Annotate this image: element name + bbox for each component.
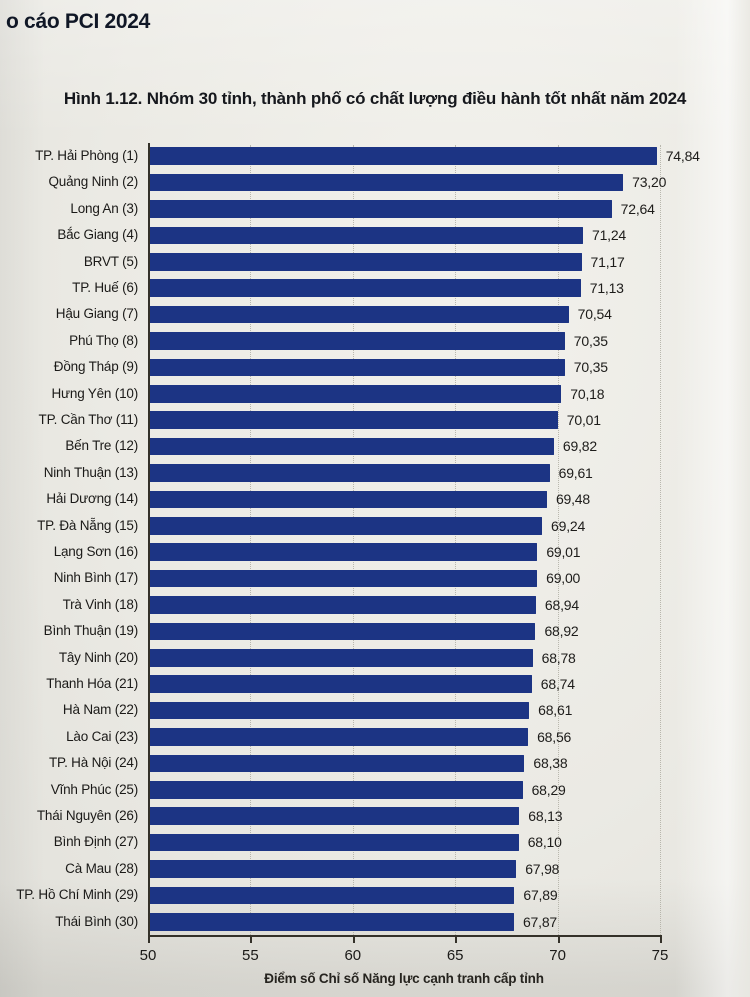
value-label: 70,18 xyxy=(570,385,605,402)
value-label: 67,87 xyxy=(522,913,558,930)
value-label: 68,61 xyxy=(538,702,573,719)
value-label: 68,13 xyxy=(528,808,563,824)
category-label: Bắc Giang (4) xyxy=(57,227,138,243)
category-label: Thái Bình (30) xyxy=(55,913,138,929)
x-tick-75 xyxy=(660,935,662,943)
category-label: TP. Hà Nội (24) xyxy=(48,755,138,771)
chart-row xyxy=(0,354,750,380)
value-label: 70,54 xyxy=(577,306,612,323)
chart-row xyxy=(0,275,750,301)
x-axis-label: Điểm số Chỉ số Năng lực cạnh tranh cấp tỉnh xyxy=(264,971,544,986)
value-label: 69,24 xyxy=(551,517,586,534)
value-label: 71,24 xyxy=(591,227,627,244)
x-tick-60 xyxy=(353,935,355,943)
score-bar xyxy=(148,781,523,799)
score-bar xyxy=(148,543,537,561)
category-label: Thái Nguyên (26) xyxy=(36,808,138,823)
x-tick-label-60: 60 xyxy=(344,947,362,964)
value-label: 67,98 xyxy=(525,860,560,877)
chart-row xyxy=(0,909,750,935)
category-label: Lạng Sơn (16) xyxy=(53,544,138,559)
chart-row xyxy=(0,803,750,829)
category-label: Quảng Ninh (2) xyxy=(48,174,138,190)
score-bar xyxy=(148,411,558,429)
score-bar xyxy=(148,491,547,509)
score-bar xyxy=(148,438,554,456)
score-bar xyxy=(148,649,533,667)
category-label: Hậu Giang (7) xyxy=(55,306,138,322)
category-label: Hà Nam (22) xyxy=(62,702,138,718)
chart-row xyxy=(0,169,750,195)
score-bar xyxy=(148,570,537,588)
score-bar xyxy=(148,279,581,297)
chart-row xyxy=(0,196,750,222)
category-label: TP. Hồ Chí Minh (29) xyxy=(16,887,138,903)
value-label: 71,17 xyxy=(590,253,625,270)
category-label: TP. Huế (6) xyxy=(72,280,138,295)
score-bar xyxy=(148,200,612,218)
category-label: Lào Cai (23) xyxy=(66,728,138,744)
score-bar xyxy=(148,860,516,878)
x-axis-line xyxy=(148,935,662,937)
value-label: 72,64 xyxy=(620,200,655,217)
score-bar xyxy=(148,147,657,165)
category-label: Hải Dương (14) xyxy=(46,491,138,507)
y-axis-line xyxy=(148,143,150,935)
score-bar xyxy=(148,887,514,905)
category-label: Cà Mau (28) xyxy=(65,860,138,876)
x-tick-label-50: 50 xyxy=(139,947,157,964)
score-bar xyxy=(148,517,542,535)
value-label: 68,92 xyxy=(544,623,579,640)
value-label: 68,94 xyxy=(544,596,579,613)
chart-row xyxy=(0,856,750,882)
x-tick-50 xyxy=(148,935,150,943)
value-label: 70,35 xyxy=(573,332,608,349)
score-bar xyxy=(148,807,519,825)
chart-row xyxy=(0,328,750,354)
chart-row xyxy=(0,724,750,750)
score-bar xyxy=(148,306,569,324)
score-bar xyxy=(148,359,565,377)
value-label: 69,48 xyxy=(555,491,590,508)
chart-row xyxy=(0,882,750,908)
value-label: 69,00 xyxy=(546,570,581,587)
value-label: 70,35 xyxy=(573,359,608,376)
x-tick-70 xyxy=(558,935,560,943)
category-label: Thanh Hóa (21) xyxy=(46,676,138,691)
value-label: 70,01 xyxy=(566,412,601,428)
pci-bar-chart xyxy=(0,143,750,993)
score-bar xyxy=(148,834,519,852)
chart-row xyxy=(0,222,750,248)
category-label: Ninh Bình (17) xyxy=(53,570,138,586)
value-label: 68,78 xyxy=(541,649,576,666)
value-label: 68,38 xyxy=(533,755,568,772)
chart-row xyxy=(0,750,750,776)
value-label: 74,84 xyxy=(665,148,700,164)
score-bar xyxy=(148,385,561,403)
value-label: 68,56 xyxy=(537,728,572,745)
category-label: Bình Thuận (19) xyxy=(43,623,138,639)
value-label: 68,74 xyxy=(540,676,575,692)
category-label: Long An (3) xyxy=(70,200,138,216)
category-label: Ninh Thuận (13) xyxy=(43,464,138,480)
chart-row xyxy=(0,249,750,275)
chart-row xyxy=(0,697,750,723)
x-tick-label-65: 65 xyxy=(446,947,464,964)
chart-row xyxy=(0,143,750,169)
chart-row xyxy=(0,777,750,803)
chart-row xyxy=(0,460,750,486)
chart-row xyxy=(0,513,750,539)
chart-row xyxy=(0,381,750,407)
category-label: BRVT (5) xyxy=(83,253,138,269)
x-tick-label-70: 70 xyxy=(549,947,566,964)
chart-row xyxy=(0,618,750,644)
score-bar xyxy=(148,755,524,773)
chart-row xyxy=(0,645,750,671)
score-bar xyxy=(148,913,514,931)
category-label: Đồng Tháp (9) xyxy=(53,359,138,375)
score-bar xyxy=(148,675,532,693)
x-tick-55 xyxy=(250,935,252,943)
category-label: Hưng Yên (10) xyxy=(51,385,138,401)
category-label: Phú Thọ (8) xyxy=(69,332,138,348)
score-bar xyxy=(148,174,623,192)
category-label: TP. Đà Nẵng (15) xyxy=(37,517,138,533)
chart-row xyxy=(0,407,750,433)
value-label: 73,20 xyxy=(632,174,667,191)
category-label: Bến Tre (12) xyxy=(65,438,138,454)
value-label: 68,29 xyxy=(531,781,566,798)
category-label: Bình Định (27) xyxy=(53,834,138,850)
value-label: 71,13 xyxy=(589,280,624,296)
value-label: 69,01 xyxy=(546,544,581,560)
score-bar xyxy=(148,702,529,720)
category-label: TP. Hải Phòng (1) xyxy=(35,148,138,163)
score-bar xyxy=(148,728,528,746)
score-bar xyxy=(148,332,565,350)
category-label: Vĩnh Phúc (25) xyxy=(50,781,138,797)
chart-row xyxy=(0,565,750,591)
score-bar xyxy=(148,253,582,271)
x-tick-label-75: 75 xyxy=(651,947,669,964)
value-label: 68,10 xyxy=(527,834,562,851)
value-label: 69,82 xyxy=(562,438,597,455)
chart-title: Hình 1.12. Nhóm 30 tỉnh, thành phố có chất lượng điều hành tốt nhất năm 2024 xyxy=(63,89,687,108)
chart-row xyxy=(0,433,750,459)
chart-row xyxy=(0,301,750,327)
chart-row xyxy=(0,829,750,855)
chart-row xyxy=(0,486,750,512)
chart-row xyxy=(0,539,750,565)
category-label: Tây Ninh (20) xyxy=(58,649,138,665)
running-header: o cáo PCI 2024 xyxy=(6,10,151,33)
score-bar xyxy=(148,464,550,482)
value-label: 67,89 xyxy=(523,887,558,904)
value-label: 69,61 xyxy=(558,464,593,481)
plot-area xyxy=(0,143,750,964)
score-bar xyxy=(148,623,535,641)
x-tick-label-55: 55 xyxy=(242,947,259,964)
category-label: Trà Vinh (18) xyxy=(62,596,138,612)
chart-row xyxy=(0,592,750,618)
category-label: TP. Cần Thơ (11) xyxy=(38,412,138,427)
chart-row xyxy=(0,671,750,697)
x-tick-65 xyxy=(455,935,457,943)
score-bar xyxy=(148,596,536,614)
score-bar xyxy=(148,227,583,245)
